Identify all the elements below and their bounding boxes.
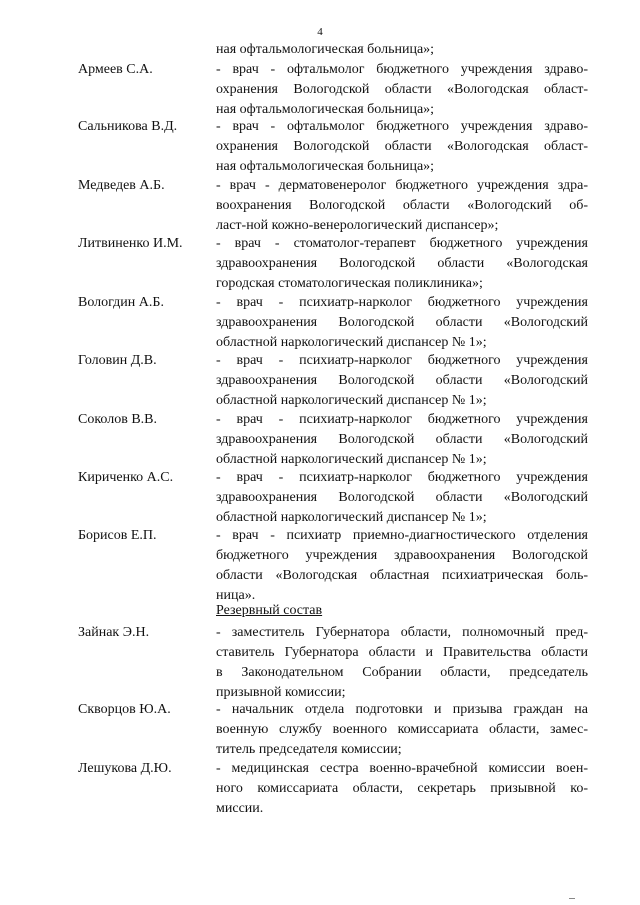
description-line: ная офтальмологическая больница»;: [216, 102, 435, 117]
description-line: областной наркологический диспансер № 1»;: [216, 335, 487, 350]
member-name: Армеев С.А.: [78, 62, 153, 77]
description-line: миссии.: [216, 801, 264, 816]
description-line: здравоохранения Вологодской области «Вологодский: [216, 490, 588, 505]
member-name: Вологдин А.Б.: [78, 295, 164, 310]
member-name: Зайнак Э.Н.: [78, 625, 150, 640]
reserve-heading: Резервный состав: [216, 603, 323, 618]
description-line: здравоохранения Вологодской области «Вологодский: [216, 432, 588, 447]
continuation-line: ная офтальмологическая больница»;: [216, 42, 435, 57]
description-line: охранения Вологодской области «Вологодская област-: [216, 82, 588, 97]
description-line: - врач - дерматовенеролог бюджетного учреждения здра-: [216, 178, 588, 193]
description-line: городская стоматологическая поликлиника»;: [216, 276, 483, 291]
description-line: здравоохранения Вологодской области «Вологодский: [216, 315, 588, 330]
description-line: охранения Вологодской области «Вологодская област-: [216, 139, 588, 154]
description-line: области «Вологодская областная психиатрическая боль-: [216, 568, 588, 583]
description-line: областной наркологический диспансер № 1»;: [216, 510, 487, 525]
description-line: - врач - психиатр-нарколог бюджетного учреждения: [216, 470, 588, 485]
description-line: областной наркологический диспансер № 1»;: [216, 393, 487, 408]
member-description: [216, 60, 588, 120]
member-description: [216, 468, 588, 528]
description-line: - врач - психиатр-нарколог бюджетного учреждения: [216, 412, 588, 427]
description-line: ного комиссариата области, секретарь призывной ко-: [216, 781, 588, 796]
member-description: [216, 176, 588, 236]
description-line: - врач - психиатр приемно-диагностического отделения: [216, 528, 588, 543]
member-name: Скворцов Ю.А.: [78, 702, 171, 717]
description-line: - врач - офтальмолог бюджетного учреждения здраво-: [216, 62, 588, 77]
description-line: бюджетного учреждения здравоохранения Вологодской: [216, 548, 588, 563]
member-description: [216, 526, 588, 606]
member-name: Соколов В.В.: [78, 412, 158, 427]
member-description: [216, 700, 588, 760]
description-line: призывной комиссии;: [216, 685, 346, 700]
description-line: - заместитель Губернатора области, полномочный пред-: [216, 625, 588, 640]
description-line: - врач - стоматолог-терапевт бюджетного учреждения: [216, 236, 588, 251]
scan-mark: [569, 898, 575, 899]
member-description: [216, 117, 588, 177]
member-name: Борисов Е.П.: [78, 528, 157, 543]
description-line: титель председателя комиссии;: [216, 742, 402, 757]
member-name: Сальникова В.Д.: [78, 119, 178, 134]
member-name: Литвиненко И.М.: [78, 236, 183, 251]
description-line: - врач - психиатр-нарколог бюджетного учреждения: [216, 295, 588, 310]
page-number: 4: [317, 26, 323, 38]
member-name: Кириченко А.С.: [78, 470, 174, 485]
description-line: ставитель Губернатора области и Правительства области: [216, 645, 588, 660]
description-line: - врач - офтальмолог бюджетного учреждения здраво-: [216, 119, 588, 134]
description-line: - медицинская сестра военно-врачебной комиссии воен-: [216, 761, 588, 776]
description-line: ная офтальмологическая больница»;: [216, 159, 435, 174]
member-description: [216, 759, 588, 819]
description-line: областной наркологический диспансер № 1»;: [216, 452, 487, 467]
member-description: [216, 293, 588, 353]
description-line: военную службу военного комиссариата области, замес-: [216, 722, 588, 737]
description-line: ласт-ной кожно-венерологический диспансер»;: [216, 218, 499, 233]
member-description: [216, 410, 588, 470]
description-line: ница».: [216, 588, 256, 603]
member-description: [216, 234, 588, 294]
member-description: [216, 351, 588, 411]
description-line: - начальник отдела подготовки и призыва граждан на: [216, 702, 588, 717]
member-name: Медведев А.Б.: [78, 178, 165, 193]
description-line: здравоохранения Вологодской области «Вологодская: [216, 256, 588, 271]
description-line: - врач - психиатр-нарколог бюджетного учреждения: [216, 353, 588, 368]
member-name: Лешукова Д.Ю.: [78, 761, 172, 776]
member-description: [216, 623, 588, 703]
description-line: воохранения Вологодской области «Вологодский об-: [216, 198, 588, 213]
member-name: Головин Д.В.: [78, 353, 157, 368]
description-line: в Законодательном Собрании области, председатель: [216, 665, 588, 680]
description-line: здравоохранения Вологодской области «Вологодский: [216, 373, 588, 388]
